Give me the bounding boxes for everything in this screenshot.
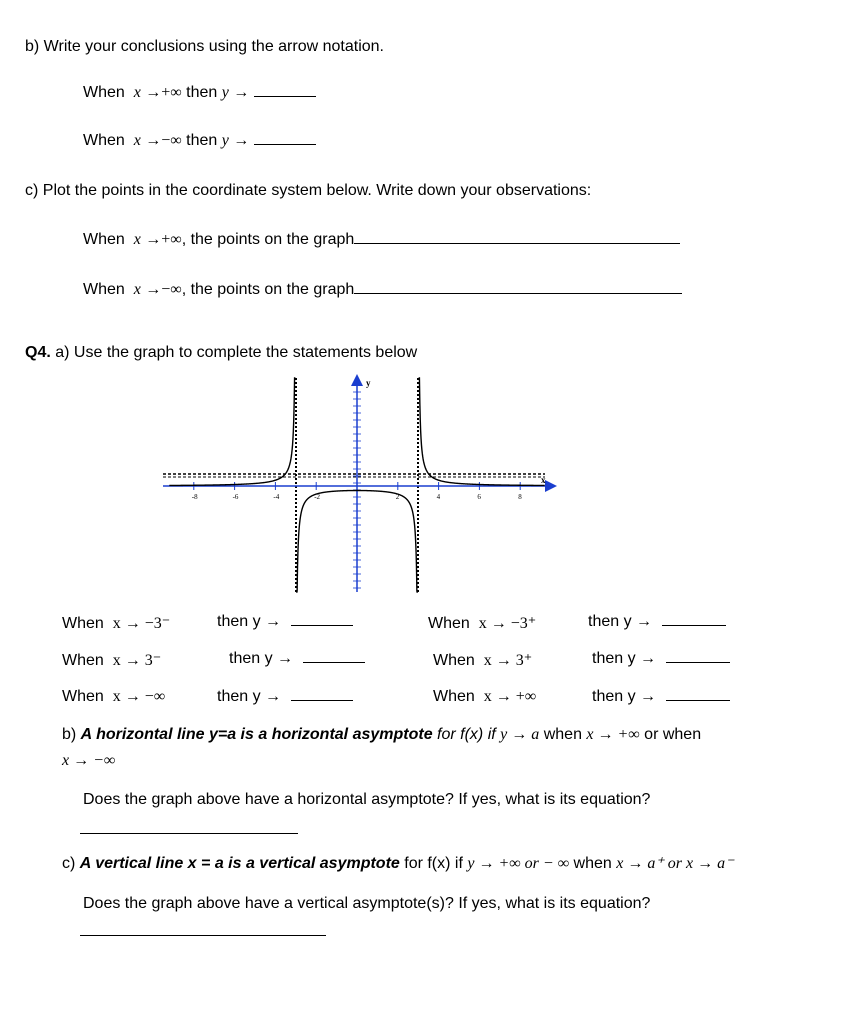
definition-bold: A vertical line x = a is a vertical asymptote	[79, 855, 400, 872]
statement-row-3-right-then	[592, 688, 730, 706]
statement-row-3-left-then	[217, 688, 353, 706]
when-label: When	[428, 615, 470, 632]
limit-expression: x → +∞	[483, 688, 537, 705]
x-var: x	[133, 281, 141, 298]
statement-row-1-right	[428, 613, 536, 633]
then-label: then y →	[217, 613, 282, 630]
definition-bold: A horizontal line y=a is a horizontal asymptote	[80, 726, 433, 743]
observation-text: , the points on the graph	[181, 281, 355, 298]
y-axis-label: y	[366, 378, 371, 388]
statement-row-2-right-then	[592, 650, 730, 668]
statement-row-2-right	[433, 650, 532, 670]
x-tick-label: -4	[273, 493, 280, 501]
arrow: →	[145, 231, 162, 248]
x-tick-label: 8	[518, 493, 522, 501]
arrow: →	[145, 132, 162, 149]
statement-row-1-left-then	[217, 613, 353, 631]
x-tick-label: -6	[232, 493, 239, 501]
answer-blank[interactable]	[303, 661, 365, 663]
answer-blank[interactable]	[80, 833, 298, 834]
arrow: →	[145, 281, 162, 298]
y-var: y	[221, 84, 229, 101]
q4-text: a) Use the graph to complete the statements below	[50, 344, 418, 361]
vertical-asymptote-definition	[62, 853, 734, 873]
x-tick-label: 4	[436, 493, 441, 501]
limit: −∞	[161, 281, 182, 298]
arrow: →	[145, 84, 162, 101]
answer-blank[interactable]	[291, 624, 353, 626]
limit-expression: x → 3⁺	[483, 652, 533, 669]
horizontal-asymptote-definition-wrap	[62, 752, 115, 770]
answer-blank[interactable]	[291, 699, 353, 701]
statement-row-2-left	[62, 650, 161, 670]
limit: +∞	[161, 231, 182, 248]
when-label: When	[62, 688, 104, 705]
x-tick-label: 6	[477, 493, 481, 501]
x-tick-label: -2	[314, 493, 321, 501]
then-label: then	[186, 84, 218, 101]
horizontal-asymptote-question: Does the graph above have a horizontal asymptote? If yes, what is its equation?	[83, 791, 651, 808]
limit-expression: x → −∞	[112, 688, 166, 705]
answer-blank[interactable]	[666, 661, 730, 663]
definition-text: for f(x) if	[432, 726, 501, 743]
condition-expression: y → +∞ or − ∞	[467, 855, 570, 872]
definition-text: when	[539, 726, 587, 743]
x-var: x	[133, 132, 141, 149]
when-label: When	[83, 84, 125, 101]
horizontal-asymptote-definition	[62, 726, 701, 744]
part-label: c)	[62, 855, 80, 872]
then-label: then y →	[592, 650, 657, 667]
when-label: When	[83, 231, 125, 248]
part-b-heading: b) Write your conclusions using the arrow notation.	[25, 38, 384, 55]
condition-expression: x → +∞	[586, 726, 640, 743]
answer-blank[interactable]	[666, 699, 730, 701]
then-label: then y →	[588, 613, 653, 630]
answer-blank[interactable]	[80, 935, 326, 936]
statement-row-1-left	[62, 613, 170, 633]
then-label: then y →	[217, 688, 282, 705]
observation-text: , the points on the graph	[181, 231, 355, 248]
part-label: b)	[62, 726, 81, 743]
limit-expression: x → 3⁻	[112, 652, 162, 669]
definition-text: for f(x) if	[399, 855, 468, 872]
condition-expression: x → a⁺ or x → a⁻	[616, 855, 734, 872]
y-var: y	[221, 132, 229, 149]
condition-expression: x → −∞	[62, 752, 116, 769]
when-label: When	[83, 132, 125, 149]
curve-right-branch	[419, 378, 545, 485]
curve-left-branch	[169, 378, 295, 485]
x-var: x	[133, 231, 141, 248]
limit: +∞	[161, 84, 182, 101]
limit-expression: x → −3⁺	[478, 615, 537, 632]
part-c-heading: c) Plot the points in the coordinate system below. Write down your observations:	[25, 182, 592, 199]
when-label: When	[62, 615, 104, 632]
limit: −∞	[161, 132, 182, 149]
arrow: →	[233, 84, 250, 101]
then-label: then y →	[592, 688, 657, 705]
statement-row-3-left	[62, 688, 165, 706]
when-label: When	[433, 688, 475, 705]
q4-label: Q4.	[25, 344, 51, 361]
when-label: When	[83, 281, 125, 298]
x-axis-label: x	[541, 475, 546, 485]
then-label: then y →	[229, 650, 294, 667]
x-var: x	[133, 84, 141, 101]
x-tick-label: -8	[191, 493, 198, 501]
x-tick-label: 2	[395, 493, 400, 501]
statement-row-1-right-then	[588, 613, 726, 631]
then-label: then	[186, 132, 218, 149]
when-label: When	[433, 652, 475, 669]
vertical-asymptote-question: Does the graph above have a vertical asymptote(s)? If yes, what is its equation?	[83, 895, 651, 912]
condition-expression: y → a	[500, 726, 540, 743]
definition-text: when	[569, 855, 617, 872]
definition-text: or when	[639, 726, 702, 743]
statement-row-3-right	[433, 688, 536, 706]
arrow: →	[233, 132, 250, 149]
when-label: When	[62, 652, 104, 669]
statement-row-2-left-then	[229, 650, 365, 668]
limit-expression: x → −3⁻	[112, 615, 171, 632]
answer-blank[interactable]	[662, 624, 726, 626]
